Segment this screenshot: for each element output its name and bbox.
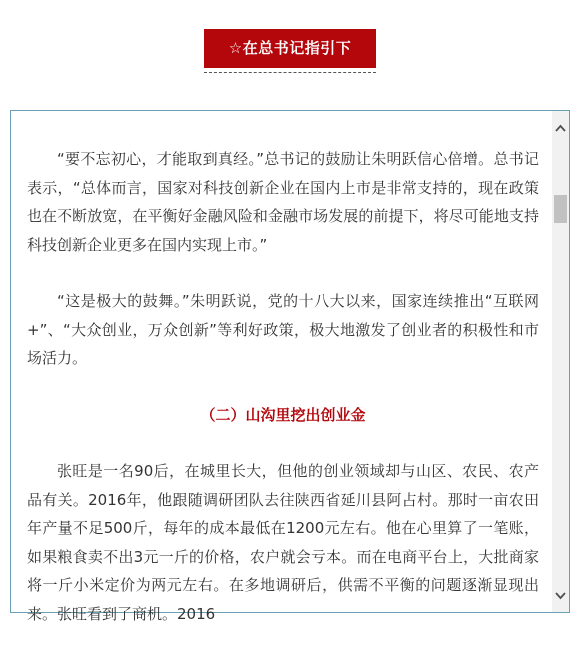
chevron-up-icon (555, 124, 566, 132)
article-paragraph: 张旺是一名90后，在城里长大，但他的创业领域却与山区、农民、农产品有关。2016年，他跟随调研团队去往陕西省延川县阿占村。那时一亩农田年产量不足500斤，每年的成本最低在1200元左右。他在心里算了一笔账，如果粮食卖不出3元一斤的价格，农户就会亏本。而在电商平台上，大批商家将一斤小米定价为两元左右。在多地调研后，供需不平衡的问题逐渐显现出来。张旺看到了商机。2016 (27, 462, 539, 623)
article-content (27, 145, 539, 656)
article-paragraph: “要不忘初心，才能取到真经。”总书记的鼓励让朱明跃信心倍增。总书记表示，“总体而言，国家对科技创新企业在国内上市是非常支持的，现在政策也在不断放宽，在平衡好金融风险和金融市场发展的前提下，将尽可能地支持科技创新企业更多在国内实现上市。” (27, 150, 539, 254)
chevron-down-icon (555, 592, 566, 600)
article-paragraph: “这是极大的鼓舞。”朱明跃说，党的十八大以来，国家连续推出“互联网+”、“大众创业，万众创新”等利好政策，极大地激发了创业者的积极性和市场活力。 (27, 292, 539, 367)
scroll-thumb[interactable] (554, 195, 567, 223)
section-heading: （二）山沟里挖出创业金 (200, 405, 366, 424)
section-title-button: ☆在总书记指引下 (204, 29, 376, 68)
section-header (0, 0, 580, 110)
scroll-up-button[interactable] (552, 119, 569, 136)
title-underline (204, 72, 376, 73)
scroll-down-button[interactable] (552, 587, 569, 604)
article-scroll-box[interactable] (10, 110, 570, 623)
vertical-scrollbar[interactable] (552, 111, 569, 612)
